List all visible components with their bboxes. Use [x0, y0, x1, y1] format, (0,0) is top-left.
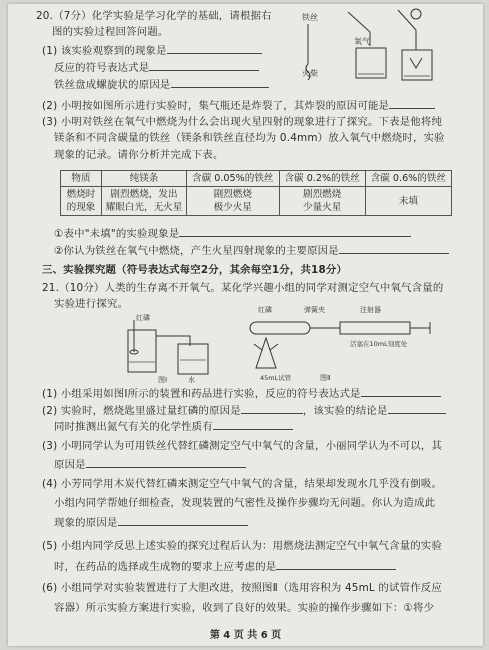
table-header-row — [61, 171, 452, 187]
q21-part3-line1: (3) 小明同学认为可用铁丝代替红磷测定空气中氧气的含量，小丽同学认为不可以，其 — [42, 440, 443, 452]
q20-question-a: ①表中"未填"的实验现象是 — [54, 227, 411, 241]
label-red-phosphorus: 红磷 — [136, 314, 150, 322]
q21-part3-line2: 原因是 — [54, 458, 246, 472]
label-iron-wire: 铁丝 — [302, 13, 318, 22]
table-row — [61, 187, 452, 216]
q21-stem-line2: 实验进行探究。 — [54, 298, 129, 310]
label-test-tube: 45mL试管 — [260, 374, 292, 382]
iron-wire-figure — [298, 6, 448, 86]
figure-2-caption: 图Ⅱ — [320, 374, 331, 382]
label-syringe-plunger: 活塞在10mL刻度处 — [350, 340, 408, 348]
table-cell-fe005: 剧烈燃烧 极少火星 — [187, 187, 280, 216]
page-footer: 第 4 页 共 6 页 — [209, 630, 282, 641]
table-header-cell: 物质 — [61, 171, 102, 187]
q20-question-b: ②你认为铁丝在氧气中燃烧，产生火星四射现象的主要原因是 — [54, 244, 449, 258]
q20-stem-line2: 图的实验过程回答问题。 — [52, 26, 169, 38]
table-header-cell: 含碳 0.6%的铁丝 — [365, 171, 451, 187]
q21-part2-line1: (2) 实验时，燃烧匙里盛过量红磷的原因是 ，该实验的结论是 — [42, 404, 446, 418]
q20-part1-label: (1) 该实验观察到的现象是 — [42, 44, 262, 58]
label-oxygen: 氧气 — [354, 37, 370, 46]
figure-2-apparatus — [240, 302, 440, 384]
q21-part6-line1: (6) 小组同学对实验装置进行了大胆改进，按照图Ⅱ（选用容积为 45mL 的试管作反应 — [42, 582, 442, 594]
table-header-cell: 纯镁条 — [102, 171, 187, 187]
section-title: 三、实验探究题（符号表达式每空2分，其余每空1分，共18分） — [42, 264, 348, 276]
table-cell-mg: 剧烈燃烧，发出 耀眼白光，无火星 — [102, 187, 187, 216]
q21-part5-line1: (5) 小组内同学反思上述实验的探究过程后认为：用燃烧法测定空气中氧气含量的实验 — [42, 540, 443, 552]
label-spring-clip: 弹簧夹 — [304, 306, 325, 314]
q21-part4-line2: 小组内同学帮她仔细检查，发现装置的气密性及操作步骤均无问题。你认为造成此 — [54, 497, 436, 509]
figure-1-caption: 图Ⅰ — [158, 376, 168, 384]
label-red-phosphorus-2: 红磷 — [258, 306, 272, 314]
q21-part6-line2: 容器）所示实验方案进行实验，收到了良好的效果。实验的操作步骤如下：①将少 — [54, 602, 435, 614]
q20-part3-line3: 现象的记录。请你分析并完成下表。 — [54, 149, 224, 161]
q20-part1-reason: 铁丝盘成螺旋状的原因是 — [54, 78, 269, 92]
q20-part3-line1: (3) 小明对铁丝在氧气中燃烧为什么会出现火星四射的现象进行了探究。下表是他将纯 — [42, 116, 443, 128]
q21-part2-line2: 同时推测出氮气有关的化学性质有 — [54, 420, 293, 434]
label-water: 水 — [188, 376, 195, 384]
table-header-cell: 含碳 0.05%的铁丝 — [187, 171, 280, 187]
q20-part2: (2) 小明按如图所示进行实验时，集气瓶还是炸裂了，其炸裂的原因可能是 — [42, 99, 435, 113]
label-match: 火柴 — [302, 69, 318, 78]
q20-stem-line1: 20.（7分）化学实验是学习化学的基础，请根据右 — [36, 10, 272, 22]
figure-1-apparatus — [108, 312, 228, 384]
q20-part3-line2: 镁条和不同含碳量的铁丝（镁条和铁丝直径均为 0.4mm）放入氧气中燃烧时，实验 — [54, 132, 445, 144]
experiment-table — [60, 170, 452, 216]
label-syringe: 注射器 — [360, 306, 381, 314]
q21-part4-line1: (4) 小芳同学用木炭代替红磷来测定空气中氧气的含量，结果却发现水几乎没有倒吸。 — [42, 478, 443, 490]
q20-part1-equation: 反应的符号表达式是 — [54, 61, 259, 75]
exam-page — [8, 4, 483, 646]
q21-stem-line1: 21.（10分）人类的生存离不开氧气。某化学兴趣小组的同学对测定空气中氧气含量的 — [42, 282, 444, 294]
table-cell-fe06: 未填 — [365, 187, 451, 216]
q21-part4-line3: 现象的原因是 — [54, 516, 248, 530]
table-header-cell: 含碳 0.2%的铁丝 — [279, 171, 365, 187]
q21-part1: (1) 小组采用如图Ⅰ所示的装置和药品进行实验，反应的符号表达式是 — [42, 387, 441, 401]
q21-part5-line2: 时，在药品的选择或生成物的要求上应考虑的是 — [54, 560, 396, 574]
table-cell-fe02: 剧烈燃烧 少量火星 — [279, 187, 365, 216]
table-row-label: 燃烧时 的现象 — [61, 187, 102, 216]
